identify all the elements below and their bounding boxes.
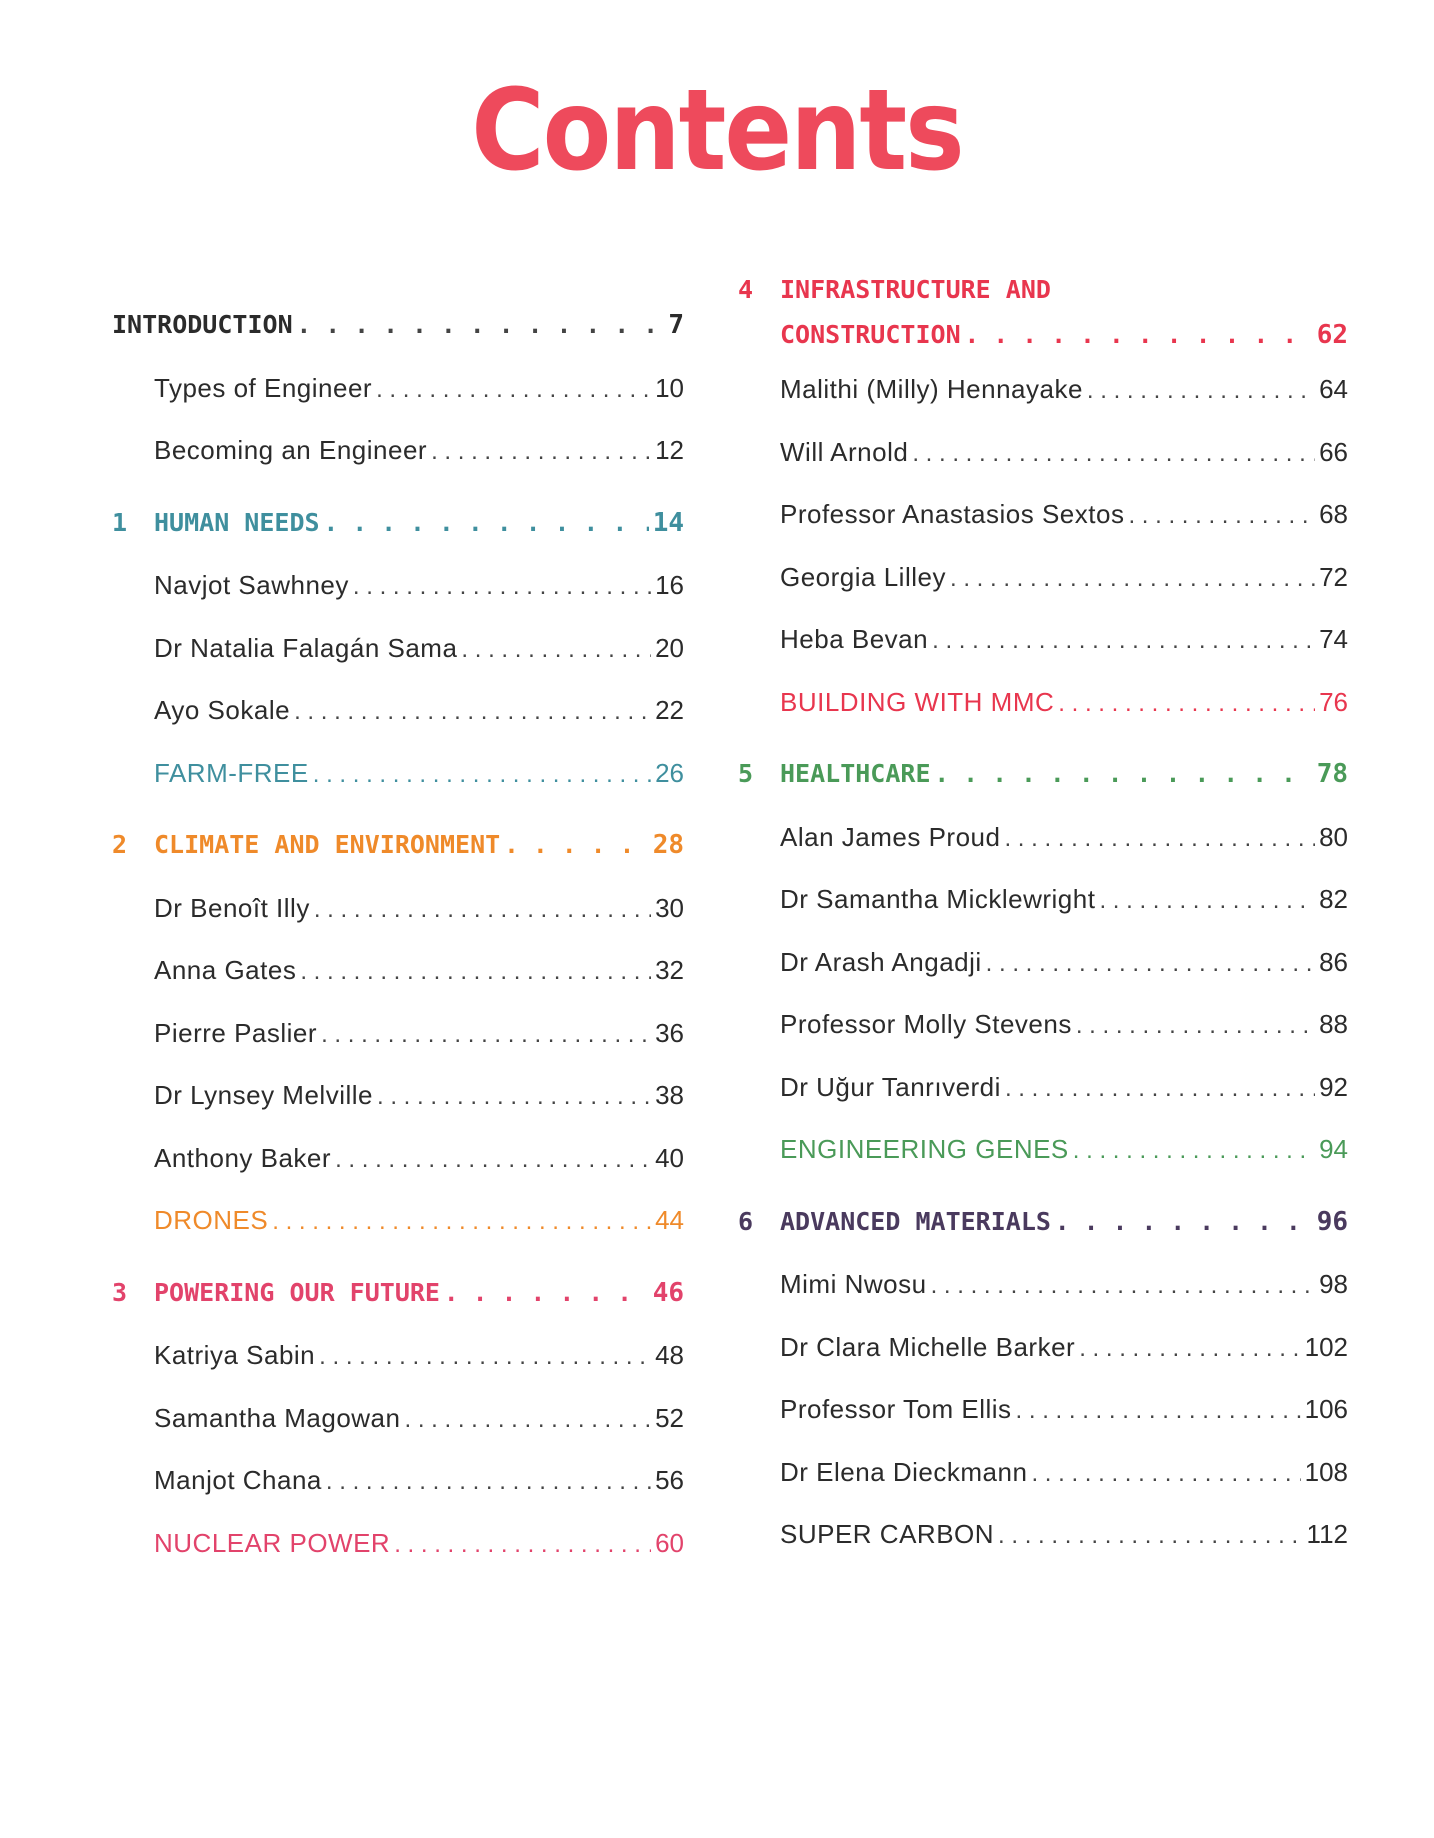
toc-leader-dots	[932, 610, 1315, 673]
toc-leader-dots	[965, 312, 1313, 358]
toc-entry-name: Dr Benoît Illy	[154, 892, 310, 923]
toc-entry-name: Dr Natalia Falagán Sama	[154, 632, 458, 663]
toc-entry-name: Malithi (Milly) Hennayake	[780, 374, 1083, 404]
toc-heading-label: INTRODUCTION	[112, 310, 293, 339]
toc-entry-name: Professor Anastasios Sextos	[780, 499, 1125, 529]
contents-right-column	[738, 268, 1348, 1566]
toc-entry-name: Pierre Paslier	[154, 1017, 318, 1048]
section-number: 3	[112, 1277, 128, 1307]
toc-page-number: 56	[655, 1465, 684, 1495]
toc-entry-name: Alan James Proud	[780, 821, 1001, 852]
toc-page-number: 52	[655, 1402, 684, 1433]
toc-page-number: 22	[655, 695, 684, 725]
toc-entry-name: Will Arnold	[780, 436, 909, 467]
toc-entry-name: Samantha Magowan	[154, 1402, 401, 1433]
toc-page-number: 96	[1316, 1206, 1348, 1237]
section-number: 5	[738, 759, 754, 788]
toc-entry-name: Navjot Sawhney	[154, 570, 349, 600]
toc-heading-label: ADVANCED MATERIALS	[780, 1206, 1051, 1236]
toc-entry-name: Manjot Chana	[154, 1465, 322, 1495]
toc-page-number: 98	[1319, 1269, 1348, 1299]
toc-entry[interactable]	[738, 483, 1348, 546]
toc-leader-dots	[998, 1505, 1303, 1568]
toc-page-number: 40	[655, 1142, 684, 1173]
toc-entry-name: Heba Bevan	[780, 624, 929, 654]
toc-heading-label: CONSTRUCTION	[780, 320, 961, 349]
toc-leader-dots	[1073, 1120, 1315, 1183]
toc-leader-dots	[404, 1389, 651, 1452]
toc-feature[interactable]	[738, 1503, 1348, 1566]
toc-leader-dots	[1058, 673, 1315, 736]
toc-page-number: 102	[1304, 1331, 1348, 1362]
toc-entry-name: Dr Lynsey Melville	[154, 1080, 373, 1110]
toc-page-number: 92	[1319, 1071, 1348, 1102]
toc-leader-dots	[935, 743, 1313, 806]
toc-entry[interactable]	[738, 421, 1348, 484]
toc-leader-dots	[313, 744, 651, 807]
toc-leader-dots	[1031, 1443, 1300, 1506]
toc-leader-dots	[326, 1451, 651, 1514]
toc-section-climate[interactable]	[112, 814, 684, 877]
toc-leader-dots	[376, 359, 651, 422]
toc-entry[interactable]	[738, 868, 1348, 931]
toc-leader-dots	[1076, 995, 1315, 1058]
toc-entry-name: Georgia Lilley	[780, 561, 946, 592]
toc-leader-dots	[314, 879, 651, 942]
toc-page-number: 76	[1319, 686, 1348, 717]
toc-leader-dots	[297, 294, 665, 357]
toc-feature[interactable]	[738, 671, 1348, 734]
toc-leader-dots	[1087, 360, 1315, 423]
toc-entry[interactable]	[738, 806, 1348, 869]
toc-entry[interactable]	[112, 1127, 684, 1190]
toc-section-infrastructure-line1[interactable]	[738, 268, 1348, 312]
toc-entry[interactable]	[112, 1002, 684, 1065]
toc-entry-name: Anna Gates	[154, 955, 297, 985]
toc-leader-dots	[504, 814, 649, 877]
toc-heading-label: POWERING OUR FUTURE	[154, 1277, 440, 1307]
toc-entry[interactable]	[112, 939, 684, 1002]
toc-entry-name: Anthony Baker	[154, 1142, 332, 1173]
toc-feature[interactable]	[112, 1189, 684, 1252]
section-number: 1	[112, 507, 128, 537]
toc-entry[interactable]	[112, 877, 684, 940]
toc-entry-name: Dr Elena Dieckmann	[780, 1456, 1028, 1487]
toc-leader-dots	[394, 1514, 651, 1577]
toc-entry[interactable]	[738, 931, 1348, 994]
toc-leader-dots	[1079, 1318, 1300, 1381]
toc-page-number: 94	[1319, 1134, 1348, 1164]
contents-left-column	[112, 294, 684, 1574]
toc-leader-dots	[1005, 1058, 1315, 1121]
toc-entry[interactable]	[738, 1253, 1348, 1316]
toc-entry[interactable]	[112, 419, 684, 482]
toc-entry[interactable]	[112, 1324, 684, 1387]
toc-page-number: 7	[668, 310, 684, 340]
toc-page-number: 62	[1316, 320, 1348, 350]
toc-page-number: 86	[1319, 946, 1348, 977]
toc-feature-name: SUPER CARBON	[780, 1519, 995, 1549]
toc-page-number: 66	[1319, 436, 1348, 467]
toc-section-powering[interactable]	[112, 1262, 684, 1325]
toc-entry-name: Professor Tom Ellis	[780, 1394, 1012, 1424]
toc-entry[interactable]	[112, 679, 684, 742]
toc-page-number: 48	[655, 1340, 684, 1370]
toc-leader-dots	[461, 619, 651, 682]
toc-leader-dots	[986, 933, 1315, 996]
toc-entry[interactable]	[112, 1064, 684, 1127]
toc-entry-name: Dr Samantha Micklewright	[780, 884, 1096, 914]
toc-entry-name: Professor Molly Stevens	[780, 1009, 1072, 1039]
toc-entry-name: Becoming an Engineer	[154, 435, 428, 465]
toc-entry[interactable]	[112, 617, 684, 680]
toc-page-number: 38	[655, 1080, 684, 1110]
toc-heading-label: HUMAN NEEDS	[154, 507, 320, 537]
toc-leader-dots	[272, 1191, 651, 1254]
toc-leader-dots	[444, 1262, 649, 1325]
toc-entry[interactable]	[738, 1056, 1348, 1119]
toc-heading-label: INFRASTRUCTURE AND	[780, 275, 1051, 304]
toc-introduction[interactable]	[112, 294, 684, 357]
toc-leader-dots	[300, 941, 651, 1004]
toc-leader-dots	[335, 1129, 651, 1192]
toc-entry-name: Dr Uğur Tanrıverdi	[780, 1071, 1001, 1102]
toc-page-number: 68	[1319, 499, 1348, 529]
toc-page-number: 78	[1316, 759, 1348, 789]
toc-section-advanced-materials[interactable]	[738, 1191, 1348, 1254]
toc-feature[interactable]	[112, 742, 684, 805]
toc-page-number: 74	[1319, 624, 1348, 654]
toc-page-number: 72	[1319, 561, 1348, 592]
toc-leader-dots	[1128, 485, 1315, 548]
toc-feature-name: NUCLEAR POWER	[154, 1527, 391, 1558]
toc-page-number: 14	[652, 507, 684, 538]
toc-page-number: 80	[1319, 821, 1348, 852]
toc-page-number: 82	[1319, 884, 1348, 914]
toc-section-human-needs[interactable]	[112, 492, 684, 555]
toc-page-number: 112	[1306, 1519, 1348, 1549]
toc-leader-dots	[377, 1066, 651, 1129]
toc-entry[interactable]	[112, 1449, 684, 1512]
toc-feature-name: FARM-FREE	[154, 757, 309, 788]
toc-entry[interactable]	[738, 1378, 1348, 1441]
section-number: 4	[738, 275, 754, 304]
toc-leader-dots	[912, 423, 1315, 486]
toc-feature[interactable]	[112, 1512, 684, 1575]
toc-page-number: 106	[1304, 1394, 1348, 1424]
toc-leader-dots	[321, 1004, 651, 1067]
toc-section-healthcare[interactable]	[738, 743, 1348, 806]
toc-page-number: 28	[652, 830, 684, 860]
toc-page-number: 16	[655, 570, 684, 600]
toc-leader-dots	[431, 421, 651, 484]
toc-page-number: 20	[655, 632, 684, 663]
toc-page-number: 36	[655, 1017, 684, 1048]
toc-entry[interactable]	[738, 608, 1348, 671]
toc-page-number: 64	[1319, 374, 1348, 404]
toc-entry-name: Ayo Sokale	[154, 695, 291, 725]
toc-entry-name: Mimi Nwosu	[780, 1269, 927, 1299]
toc-heading-label: CLIMATE AND ENVIRONMENT	[154, 830, 501, 859]
toc-page-number: 30	[655, 892, 684, 923]
toc-leader-dots	[931, 1255, 1316, 1318]
toc-entry-name: Dr Arash Angadji	[780, 946, 982, 977]
section-number: 2	[112, 830, 128, 859]
toc-leader-dots	[319, 1326, 651, 1389]
toc-entry-name: Types of Engineer	[154, 372, 373, 403]
toc-entry-name: Dr Clara Michelle Barker	[780, 1331, 1076, 1362]
toc-entry[interactable]	[738, 358, 1348, 421]
toc-leader-dots	[950, 548, 1315, 611]
toc-page-number: 26	[655, 757, 684, 788]
toc-section-infrastructure-line2[interactable]	[738, 312, 1348, 358]
toc-feature[interactable]	[738, 1118, 1348, 1181]
toc-feature-name: DRONES	[154, 1205, 269, 1235]
toc-leader-dots	[1004, 808, 1315, 871]
toc-entry[interactable]	[112, 554, 684, 617]
page-title: Contents	[471, 64, 963, 197]
toc-feature-name: ENGINEERING GENES	[780, 1134, 1069, 1164]
section-number: 6	[738, 1206, 754, 1236]
toc-page-number: 44	[655, 1205, 684, 1235]
toc-leader-dots	[324, 492, 649, 555]
toc-page-number: 12	[655, 435, 684, 465]
toc-heading-label: HEALTHCARE	[780, 759, 931, 788]
toc-page-number: 60	[655, 1527, 684, 1558]
toc-leader-dots	[1016, 1380, 1301, 1443]
toc-entry[interactable]	[738, 546, 1348, 609]
toc-page-number: 88	[1319, 1009, 1348, 1039]
toc-feature-name: BUILDING WITH MMC	[780, 686, 1055, 717]
toc-page-number: 46	[652, 1277, 684, 1308]
toc-leader-dots	[1055, 1191, 1313, 1254]
toc-entry[interactable]	[738, 1441, 1348, 1504]
toc-entry-name: Katriya Sabin	[154, 1340, 316, 1370]
toc-page-number: 10	[655, 372, 684, 403]
toc-entry[interactable]	[112, 1387, 684, 1450]
toc-entry[interactable]	[112, 357, 684, 420]
toc-entry[interactable]	[738, 993, 1348, 1056]
toc-leader-dots	[1099, 870, 1315, 933]
toc-leader-dots	[294, 681, 651, 744]
toc-entry[interactable]	[738, 1316, 1348, 1379]
toc-page-number: 108	[1304, 1456, 1348, 1487]
toc-page-number: 32	[655, 955, 684, 985]
toc-leader-dots	[353, 556, 651, 619]
